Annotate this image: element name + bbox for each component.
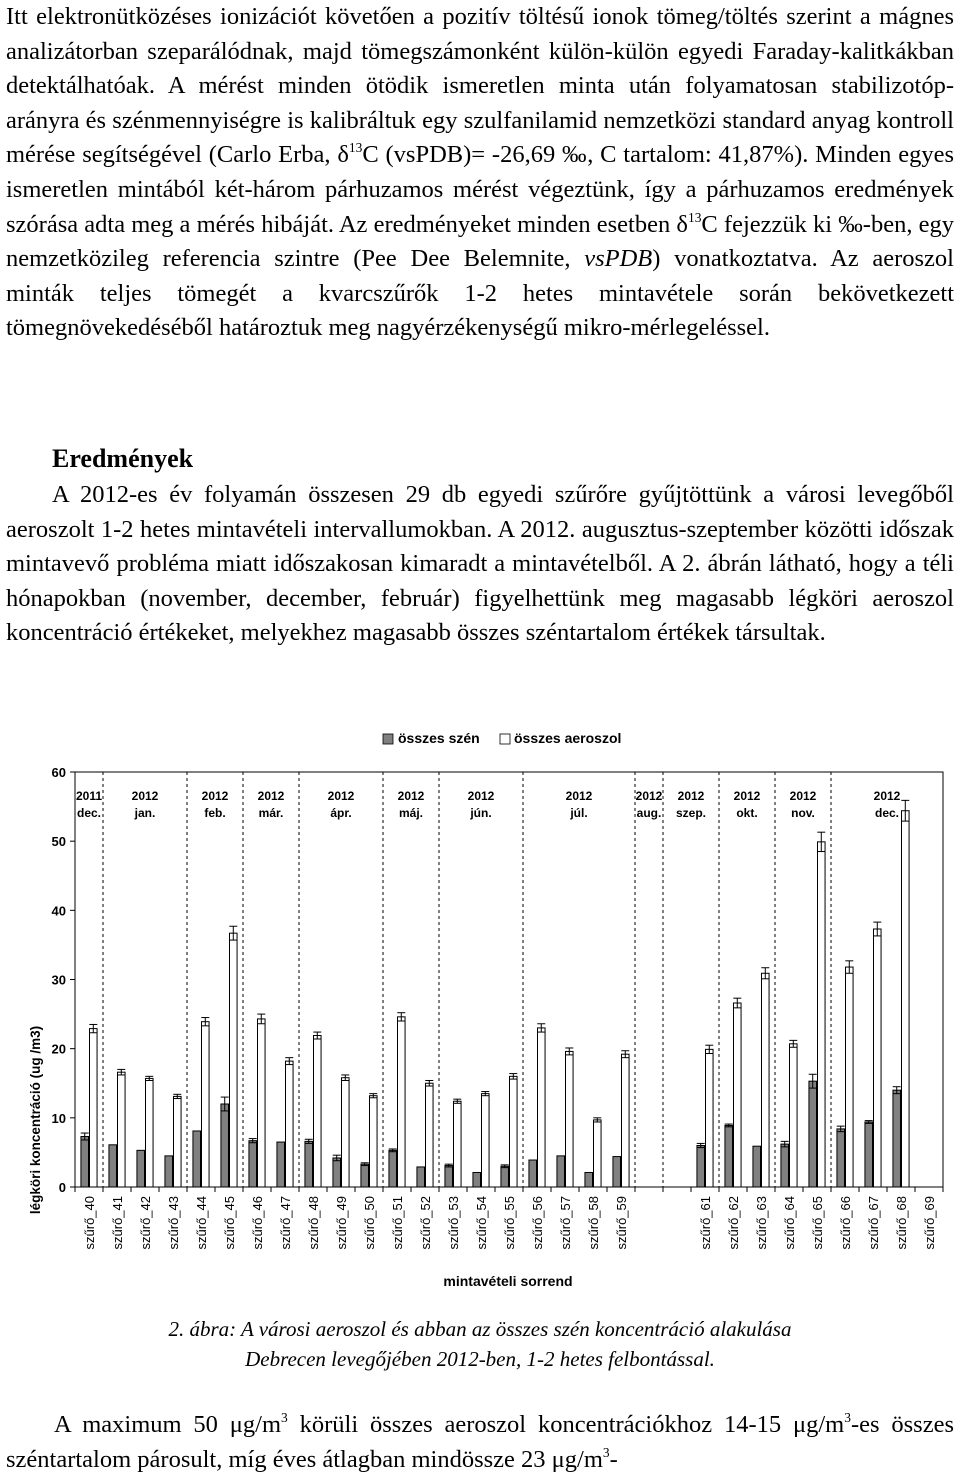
bar-total-carbon bbox=[249, 1141, 257, 1187]
period-month-label: feb. bbox=[204, 806, 226, 820]
bar-total-carbon bbox=[809, 1081, 817, 1187]
period-year-label: 2012 bbox=[131, 789, 159, 803]
closing-text-1: A maximum 50 μg/m bbox=[54, 1411, 282, 1438]
bar-total-aerosol bbox=[510, 1076, 518, 1187]
period-month-label: aug. bbox=[636, 806, 662, 820]
bar-total-aerosol bbox=[342, 1078, 350, 1187]
category-label: szűrő_49 bbox=[334, 1196, 349, 1250]
methods-paragraph bbox=[6, 0, 954, 346]
bar-total-carbon bbox=[585, 1172, 593, 1187]
category-label: szűrő_65 bbox=[810, 1196, 825, 1250]
unit-superscript-2: 3 bbox=[844, 1409, 851, 1425]
bar-total-aerosol bbox=[734, 1003, 742, 1187]
period-month-label: nov. bbox=[791, 806, 815, 820]
bar-total-aerosol bbox=[818, 842, 826, 1187]
bar-total-aerosol bbox=[398, 1017, 406, 1187]
category-label: szűrő_57 bbox=[558, 1196, 573, 1250]
category-label: szűrő_58 bbox=[586, 1196, 601, 1250]
period-year-label: 2012 bbox=[873, 789, 901, 803]
bar-total-carbon bbox=[557, 1156, 565, 1187]
bar-total-aerosol bbox=[538, 1028, 546, 1187]
aerosol-bar-chart bbox=[0, 720, 960, 1310]
figure-caption-line-2: Debrecen levegőjében 2012-ben, 1-2 hetes felbontással. bbox=[245, 1347, 715, 1371]
bar-total-aerosol bbox=[706, 1049, 714, 1187]
bar-total-carbon bbox=[865, 1122, 873, 1187]
period-month-label: máj. bbox=[398, 806, 424, 820]
bar-total-carbon bbox=[613, 1157, 621, 1187]
category-label: szűrő_51 bbox=[390, 1196, 405, 1250]
chart-legend bbox=[383, 730, 621, 746]
methods-text-1: Itt elektronütközéses ionizációt követően a pozitív töltésű ionok tömeg/töltés szerint a mágnes analizátorban szeparálódnak, majd tömegszámonként külön-külön egyedi Faraday-kalitkákban detektálhatóak. A mérést minden ötödik ismeretlen minta után folyamatosan stabilizotóp-arányra és szénmennyiségre is kalibráltuk egy szulfanilamid nemzetközi standard anyag kontroll mérése segítségével (Carlo Erba, δ bbox=[6, 3, 954, 169]
bar-total-carbon bbox=[781, 1144, 789, 1187]
bar-total-carbon bbox=[305, 1141, 313, 1187]
isotope-superscript-2: 13 bbox=[687, 209, 702, 225]
category-label: szűrő_56 bbox=[530, 1196, 545, 1250]
bar-total-carbon bbox=[473, 1172, 481, 1187]
closing-text-4: - bbox=[609, 1445, 618, 1473]
legend-swatch-total-aerosol bbox=[500, 734, 510, 744]
bar-total-aerosol bbox=[314, 1036, 322, 1187]
bar-total-aerosol bbox=[90, 1029, 98, 1187]
category-label: szűrő_45 bbox=[222, 1196, 237, 1250]
bar-total-aerosol bbox=[762, 973, 770, 1187]
bar-total-carbon bbox=[333, 1158, 341, 1187]
closing-text-2: körüli összes aeroszol koncentrációkhoz 14-15 μg/m bbox=[287, 1411, 845, 1438]
category-label: szűrő_59 bbox=[614, 1196, 629, 1250]
bar-total-carbon bbox=[753, 1146, 761, 1187]
category-label: szűrő_63 bbox=[754, 1196, 769, 1250]
bar-total-aerosol bbox=[118, 1072, 126, 1187]
period-year-label: 2012 bbox=[789, 789, 817, 803]
closing-paragraph bbox=[6, 1408, 954, 1477]
y-tick-label: 50 bbox=[51, 834, 66, 850]
category-label: szűrő_64 bbox=[782, 1196, 797, 1250]
category-label: szűrő_67 bbox=[866, 1196, 881, 1250]
period-month-label: jún. bbox=[470, 806, 492, 820]
y-tick-label: 10 bbox=[51, 1110, 66, 1126]
y-tick-label: 60 bbox=[51, 765, 66, 780]
category-label: szűrő_43 bbox=[166, 1196, 181, 1250]
bar-total-aerosol bbox=[286, 1061, 294, 1187]
period-month-label: dec. bbox=[874, 806, 900, 820]
period-year-label: 2012 bbox=[565, 789, 593, 803]
methods-text-4: ) vonatkoztatva. Az aeroszol minták teljes tömegét a kvarcszűrők 1-2 hetes mintavétele során bekövetkezett tömegnövekedéséből határoztuk meg nagyérzékenységű mikro-mérlegeléssel. bbox=[6, 245, 954, 342]
bar-total-carbon bbox=[697, 1146, 705, 1188]
category-label: szűrő_44 bbox=[194, 1196, 209, 1250]
period-month-label: dec. bbox=[76, 806, 102, 820]
legend-label-total-aerosol: összes aeroszol bbox=[514, 730, 622, 746]
period-year-label: 2012 bbox=[467, 789, 495, 803]
plot-area bbox=[52, 765, 943, 1249]
bar-total-carbon bbox=[81, 1137, 89, 1187]
category-label: szűrő_48 bbox=[306, 1196, 321, 1250]
bar-total-carbon bbox=[109, 1145, 117, 1187]
period-month-label: okt. bbox=[736, 806, 758, 820]
bar-total-aerosol bbox=[622, 1054, 630, 1187]
bar-total-carbon bbox=[389, 1150, 397, 1187]
figure-caption-line-1: 2. ábra: A városi aeroszol és abban az összes szén koncentráció alakulása bbox=[168, 1317, 792, 1341]
period-year-label: 2012 bbox=[257, 789, 285, 803]
bar-total-aerosol bbox=[594, 1120, 602, 1187]
category-label: szűrő_52 bbox=[418, 1196, 433, 1250]
category-label: szűrő_61 bbox=[698, 1196, 713, 1250]
category-label: szűrő_54 bbox=[474, 1196, 489, 1250]
category-label: szűrő_68 bbox=[894, 1196, 909, 1250]
period-month-label: szep. bbox=[675, 806, 707, 820]
y-tick-label: 30 bbox=[51, 972, 66, 988]
period-year-label: 2012 bbox=[635, 789, 663, 803]
y-tick-label: 0 bbox=[58, 1180, 66, 1195]
x-axis-title: mintavételi sorrend bbox=[443, 1273, 573, 1289]
bar-total-aerosol bbox=[426, 1083, 434, 1187]
category-label: szűrő_62 bbox=[726, 1196, 741, 1250]
category-label: szűrő_55 bbox=[502, 1196, 517, 1250]
bar-total-carbon bbox=[417, 1167, 425, 1187]
bar-total-carbon bbox=[361, 1164, 369, 1187]
bar-total-carbon bbox=[165, 1156, 173, 1187]
bar-total-carbon bbox=[837, 1129, 845, 1187]
bar-total-aerosol bbox=[230, 933, 238, 1187]
bar-total-aerosol bbox=[146, 1078, 154, 1187]
section-heading: Eredmények bbox=[52, 444, 194, 473]
bar-total-aerosol bbox=[370, 1096, 378, 1187]
y-tick-label: 20 bbox=[51, 1041, 66, 1057]
bar-total-aerosol bbox=[258, 1019, 266, 1187]
category-label: szűrő_69 bbox=[922, 1196, 937, 1250]
category-label: szűrő_50 bbox=[362, 1196, 377, 1250]
legend-label-total-carbon: összes szén bbox=[398, 730, 480, 746]
period-year-label: 2012 bbox=[677, 789, 705, 803]
y-axis-title: légköri koncentráció (ug /m3) bbox=[28, 1025, 43, 1215]
category-label: szűrő_42 bbox=[138, 1196, 153, 1250]
period-year-label: 2012 bbox=[327, 789, 355, 803]
vspdb-italic: vsPDB bbox=[584, 245, 653, 273]
category-label: szűrő_40 bbox=[82, 1196, 97, 1250]
bar-total-carbon bbox=[893, 1090, 901, 1187]
y-tick-label: 40 bbox=[51, 903, 66, 919]
category-label: szűrő_66 bbox=[838, 1196, 853, 1250]
category-label: szűrő_53 bbox=[446, 1196, 461, 1250]
category-label: szűrő_41 bbox=[110, 1196, 125, 1250]
unit-superscript-3: 3 bbox=[602, 1444, 610, 1460]
bar-total-aerosol bbox=[902, 811, 910, 1187]
bar-total-aerosol bbox=[454, 1101, 462, 1187]
category-label: szűrő_46 bbox=[250, 1196, 265, 1250]
bar-total-aerosol bbox=[846, 967, 854, 1187]
bar-total-carbon bbox=[529, 1160, 537, 1187]
bar-total-carbon bbox=[725, 1125, 733, 1187]
period-month-label: jan. bbox=[134, 806, 156, 820]
bar-total-carbon bbox=[277, 1142, 285, 1187]
category-label: szűrő_47 bbox=[278, 1196, 293, 1250]
bar-total-carbon bbox=[445, 1166, 453, 1187]
legend-swatch-total-carbon bbox=[383, 734, 393, 744]
bar-total-aerosol bbox=[202, 1022, 210, 1187]
results-paragraph: A 2012-es év folyamán összesen 29 db egyedi szűrőre gyűjtöttünk a városi levegőből aeroszolt 1-2 hetes mintavételi intervallumokban. A 2012. augusztus-szeptember közötti időszak mintavevő probléma miatt időszakosan kimaradt a mintavételből. A 2. ábrán látható, hogy a téli hónapokban (november, december, február) figyelhettünk meg magasabb légköri aeroszol koncentráció értékeket, melyekhez magasabb összes széntartalom értékek társultak. bbox=[6, 481, 954, 647]
unit-superscript-1: 3 bbox=[281, 1409, 288, 1425]
isotope-superscript-1: 13 bbox=[348, 140, 363, 156]
bar-total-aerosol bbox=[790, 1044, 798, 1187]
period-year-label: 2011 bbox=[75, 789, 103, 803]
bar-total-carbon bbox=[221, 1104, 229, 1187]
bar-total-aerosol bbox=[482, 1094, 490, 1187]
period-month-label: ápr. bbox=[330, 806, 352, 820]
bar-total-aerosol bbox=[174, 1096, 182, 1187]
methods-text-2: C (vsPDB)= -26,69 ‰, C tartalom: 41,87%). Minden egyes ismeretlen mintából két-három párhuzamos mérést végeztünk, így a párhuzamos eredmények szórása adta meg a mérés hibáját. Az eredményeket minden esetben δ bbox=[6, 141, 954, 238]
period-month-label: már. bbox=[258, 806, 284, 820]
methods-text-3: C fejezzük ki ‰-ben, egy nemzetközileg referencia szintre (Pee Dee Belemnite, bbox=[6, 210, 954, 273]
period-year-label: 2012 bbox=[397, 789, 425, 803]
period-month-label: júl. bbox=[570, 806, 588, 820]
bar-total-carbon bbox=[137, 1150, 145, 1187]
bar-total-carbon bbox=[501, 1166, 509, 1187]
period-year-label: 2012 bbox=[201, 789, 229, 803]
bar-total-aerosol bbox=[566, 1051, 574, 1187]
bar-total-carbon bbox=[193, 1131, 201, 1187]
bar-total-aerosol bbox=[874, 929, 882, 1187]
closing-text-3: -es összes széntartalom párosult, míg éves átlagban mindössze 23 μg/m bbox=[6, 1411, 954, 1473]
period-year-label: 2012 bbox=[733, 789, 761, 803]
